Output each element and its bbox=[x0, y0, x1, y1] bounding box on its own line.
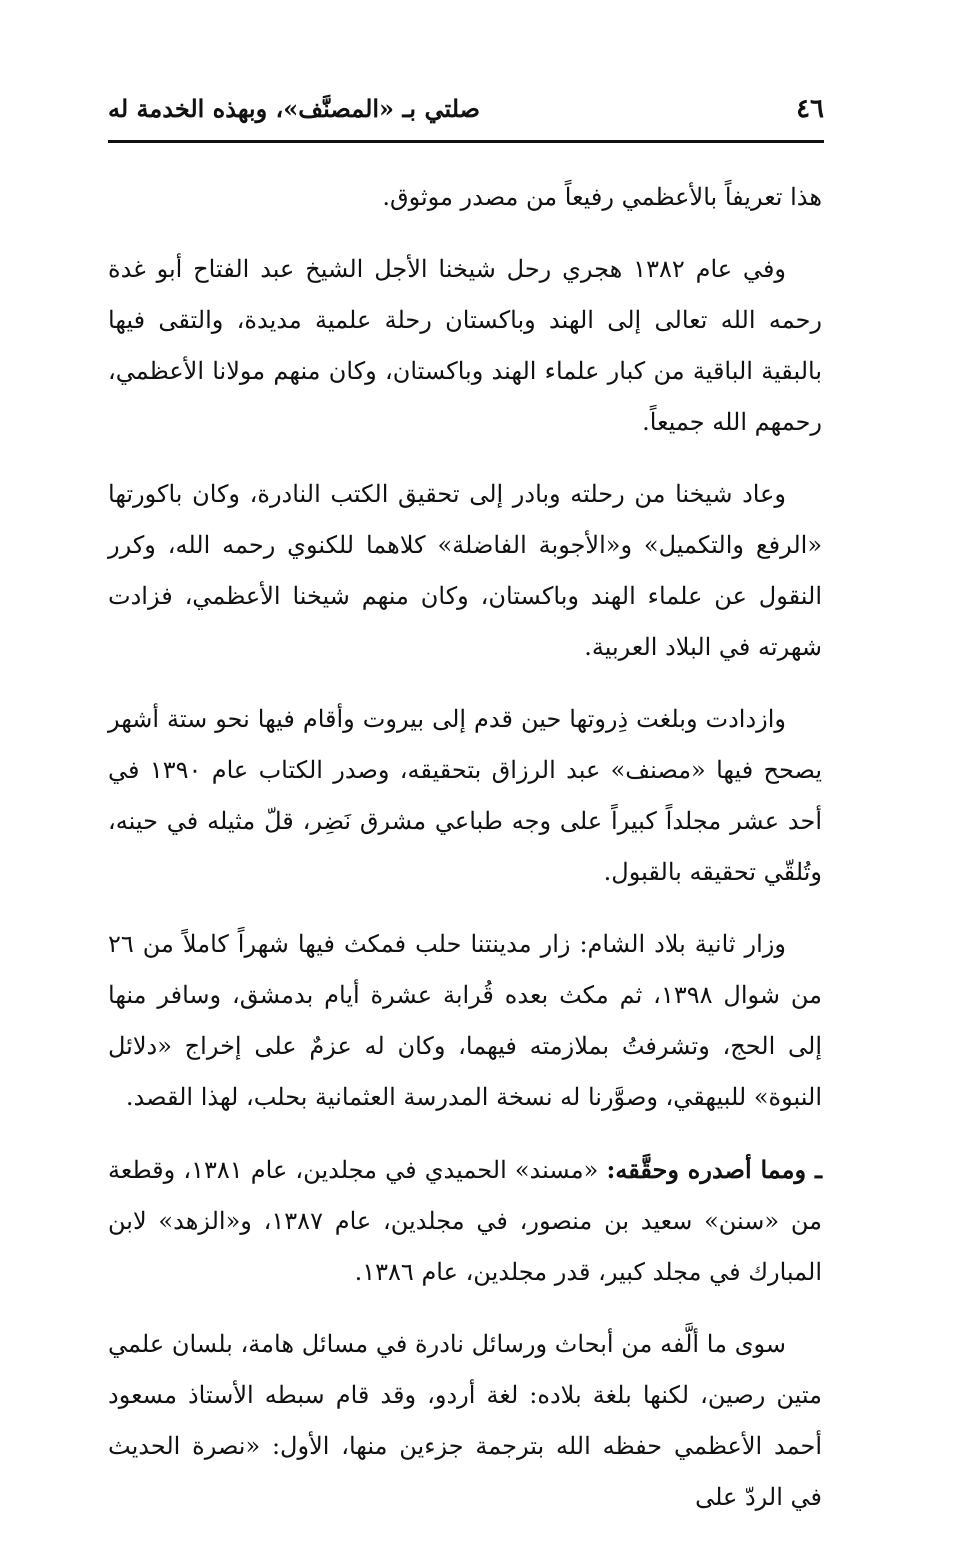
page-header bbox=[108, 88, 824, 128]
paragraph-6-text: «مسند» الحميدي في مجلدين، عام ١٣٨١، وقطعة من «سنن» سعيد بن منصور، في مجلدين، عام ١٣٨٧، و«الزهد» لابن المبارك في مجلد كبير، قدر مجلدين، عام ١٣٨٦. bbox=[108, 1156, 822, 1286]
paragraph-3: وعاد شيخنا من رحلته وبادر إلى تحقيق الكتب النادرة، وكان باكورتها «الرفع والتكميل» و«الأجوبة الفاضلة» كلاهما للكنوي رحمه الله، وكرر النقول عن علماء الهند وباكستان، وكان منهم شيخنا الأعظمي، فزادت شهرته في البلاد العربية. bbox=[108, 480, 822, 661]
paragraph-4: وازدادت وبلغت ذِروتها حين قدم إلى بيروت وأقام فيها نحو ستة أشهر يصحح فيها «مصنف» عبد الرزاق بتحقيقه، وصدر الكتاب عام ١٣٩٠ في أحد عشر مجلداً كبيراً على وجه طباعي مشرق نَضِر، قلّ مثيله في حينه، وتُلقّي تحقيقه بالقبول. bbox=[108, 705, 822, 886]
paragraph-7: سوى ما ألَّفه من أبحاث ورسائل نادرة في مسائل هامة، بلسان علمي متين رصين، لكنها بلغة بلاده: لغة أردو، وقد قام سبطه الأستاذ مسعود أحمد الأعظمي حفظه الله بترجمة جزءين منها، الأول: «نصرة الحديث في الردّ على bbox=[108, 1330, 822, 1511]
paragraph-2: وفي عام ١٣٨٢ هجري رحل شيخنا الأجل الشيخ عبد الفتاح أبو غدة رحمه الله تعالى إلى الهند وباكستان رحلة علمية مديدة، والتقى فيها بالبقية الباقية من كبار علماء الهند وباكستان، وكان منهم مولانا الأعظمي، رحمهم الله جميعاً. bbox=[108, 255, 822, 436]
paragraph-5: وزار ثانية بلاد الشام: زار مدينتنا حلب فمكث فيها شهراً كاملاً من ٢٦ من شوال ١٣٩٨، ثم مكث بعده قُرابة عشرة أيام بدمشق، وسافر منها إلى الحج، وتشرفتُ بملازمته فيهما، وكان له عزمٌ على إخراج «دلائل النبوة» للبيهقي، وصوَّرنا له نسخة المدرسة العثمانية بحلب، لهذا القصد. bbox=[108, 930, 822, 1111]
running-head: صلتي بـ «المصنَّف»، وبهذه الخدمة له bbox=[108, 94, 481, 123]
paragraph-6 bbox=[108, 1144, 822, 1298]
page-number: ٤٦ bbox=[796, 94, 824, 124]
paragraph-1: هذا تعريفاً بالأعظمي رفيعاً من مصدر موثوق. bbox=[382, 183, 822, 211]
header-rule bbox=[108, 140, 824, 143]
body-text bbox=[108, 172, 822, 1544]
paragraph-6-lead: ـ ومما أصدره وحقَّقه: bbox=[606, 1155, 823, 1184]
